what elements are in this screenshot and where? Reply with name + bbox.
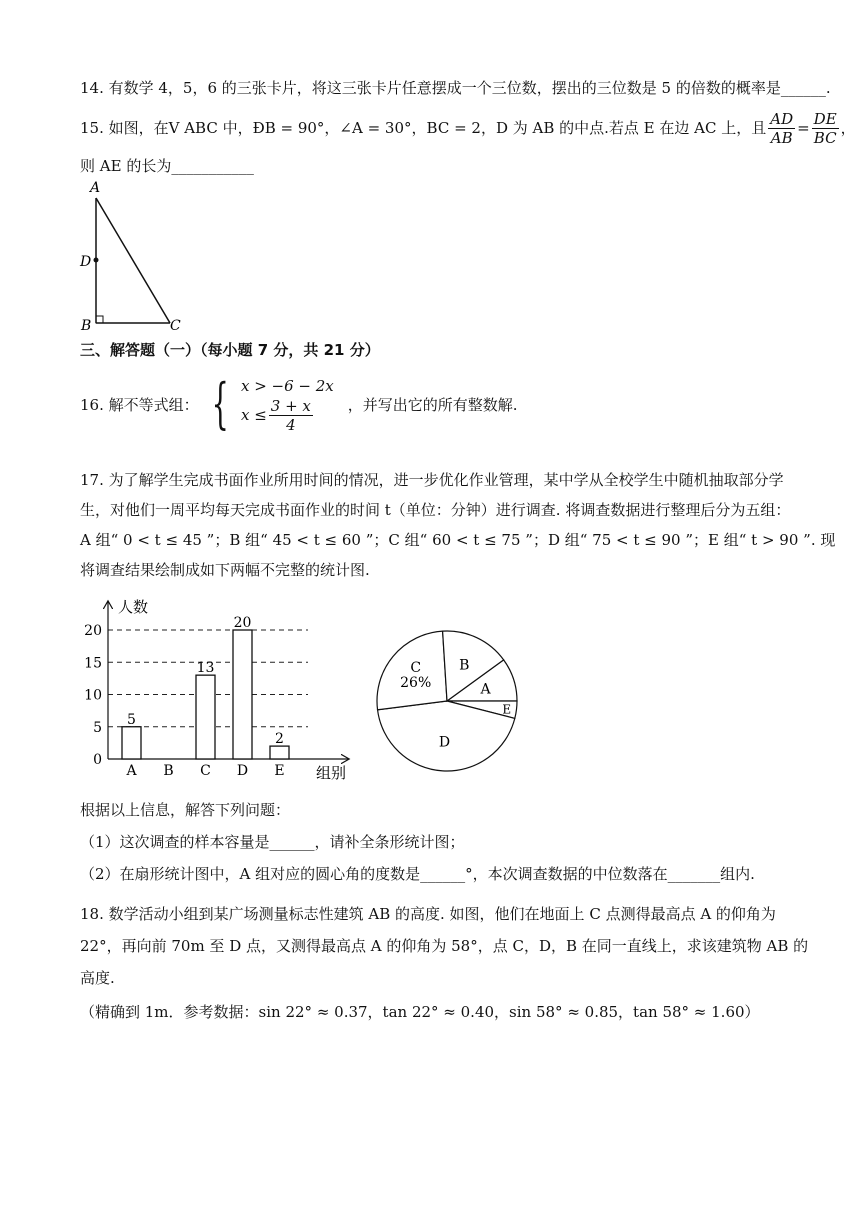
x-tick-label: A: [126, 763, 137, 779]
question-18-line2: 22°，再向前 70m 至 D 点，又测得最高点 A 的仰角为 58°，点 C，D，B 在同一直线上，求该建筑物 AB 的: [80, 937, 809, 955]
side-ac: [96, 198, 170, 323]
bar: [122, 727, 141, 759]
q15-text: 15. 如图，在V ABC 中，ÐB = 90°，∠A = 30°，BC = 2，D 为 AB 的中点.若点 E 在边 AC 上，且: [80, 119, 767, 137]
q15-end: ，: [840, 119, 856, 137]
bar: [270, 746, 289, 759]
label-d: D: [80, 254, 92, 270]
pie-label-d: D: [438, 734, 451, 751]
frac-denominator: 4: [286, 415, 296, 434]
bar-data-label: 13: [196, 660, 215, 677]
x-tick-label: E: [274, 763, 285, 779]
midpoint-d: [94, 258, 99, 263]
frac-numerator: DE: [813, 109, 837, 128]
question-17-sub2: （2）在扇形统计图中，A 组对应的圆心角的度数是______°，本次调查数据的中位数落在_______组内.: [80, 865, 755, 883]
fraction-de-bc: [812, 110, 839, 147]
frac-numerator: AD: [770, 109, 794, 128]
question-17-line3: A 组“ 0 < t ≤ 45 ”；B 组“ 45 < t ≤ 60 ”；C 组“ 60 < t ≤ 75 ”；D 组“ 75 < t ≤ 90 ”；E 组“ t > 90 ”. 现: [80, 531, 836, 549]
question-14: 14. 有数学 4，5，6 的三张卡片，将这三张卡片任意摆成一个三位数，摆出的三位数是 5 的倍数的概率是______.: [80, 79, 831, 97]
bar: [196, 675, 215, 759]
question-15-line1: [80, 108, 856, 148]
question-17-line2: 生，对他们一周平均每天完成书面作业的时间 t（单位：分钟）进行调查. 将调查数据进行整理后分为五组：: [80, 501, 791, 519]
right-angle-mark: [96, 316, 103, 323]
inequality-2: [241, 397, 334, 434]
x-axis-label: 组别: [316, 764, 347, 782]
bar-data-label: 2: [275, 731, 284, 748]
question-18-line3: 高度.: [80, 969, 115, 987]
y-tick-label: 0: [93, 752, 102, 768]
bar: [233, 630, 252, 759]
pie-percent-c: 26%: [400, 675, 432, 692]
pie-label-a: A: [480, 681, 491, 698]
pie-label-b: B: [459, 657, 470, 674]
inequality-1: x > −6 − 2x: [240, 376, 334, 395]
ineq2-fraction: [269, 397, 313, 434]
frac-numerator: 3 + x: [270, 396, 311, 415]
fraction-ad-ab: [768, 110, 795, 147]
q16-prefix: 16. 解不等式组：: [80, 395, 199, 414]
ineq2-left: x ≤: [240, 406, 267, 424]
question-17-sub1: （1）这次调查的样本容量是______，请补全条形统计图；: [80, 833, 465, 851]
q16-suffix: ，并写出它的所有整数解.: [347, 395, 518, 414]
label-b: B: [81, 318, 92, 334]
label-c: C: [170, 318, 181, 334]
y-tick-label: 10: [84, 687, 102, 704]
question-17-intro: 根据以上信息，解答下列问题：: [80, 801, 291, 819]
pie-label-e: E: [502, 702, 512, 717]
y-tick-label: 5: [93, 719, 102, 736]
brace-icon: {: [211, 372, 229, 435]
question-18-line1: 18. 数学活动小组到某广场测量标志性建筑 AB 的高度. 如图，他们在地面上 C 点测得最高点 A 的仰角为: [80, 905, 776, 923]
bar-data-label: 5: [127, 711, 136, 728]
bar-data-label: 20: [233, 615, 252, 631]
question-17-line1: 17. 为了解学生完成书面作业所用时间的情况，进一步优化作业管理，某中学从全校学生中随机抽取部分学: [80, 471, 784, 489]
label-a: A: [90, 180, 101, 196]
x-tick-label: D: [236, 763, 249, 779]
question-17-line4: 将调查结果绘制成如下两幅不完整的统计图.: [80, 561, 370, 579]
triangle-figure: [78, 178, 188, 334]
question-18-line4: （精确到 1m．参考数据：sin 22° ≈ 0.37，tan 22° ≈ 0.40，sin 58° ≈ 0.85，tan 58° ≈ 1.60）: [80, 1003, 760, 1021]
pie-chart: [370, 620, 530, 780]
equals-sign: =: [797, 119, 810, 137]
inequality-system: [241, 375, 334, 434]
section-3-title: 三、解答题（一）（每小题 7 分，共 21 分）: [80, 341, 380, 359]
x-tick-label: B: [163, 763, 174, 779]
frac-denominator: BC: [813, 128, 837, 147]
pie-label-c: C: [410, 660, 422, 677]
y-tick-label: 15: [84, 655, 102, 672]
y-tick-label: 20: [84, 623, 102, 639]
y-axis-label: 人数: [118, 598, 149, 616]
question-15-line2: 则 AE 的长为___________: [80, 157, 254, 175]
frac-denominator: AB: [770, 128, 793, 147]
bar-chart: [80, 594, 370, 786]
x-tick-label: C: [200, 763, 211, 779]
question-16: [80, 368, 518, 440]
